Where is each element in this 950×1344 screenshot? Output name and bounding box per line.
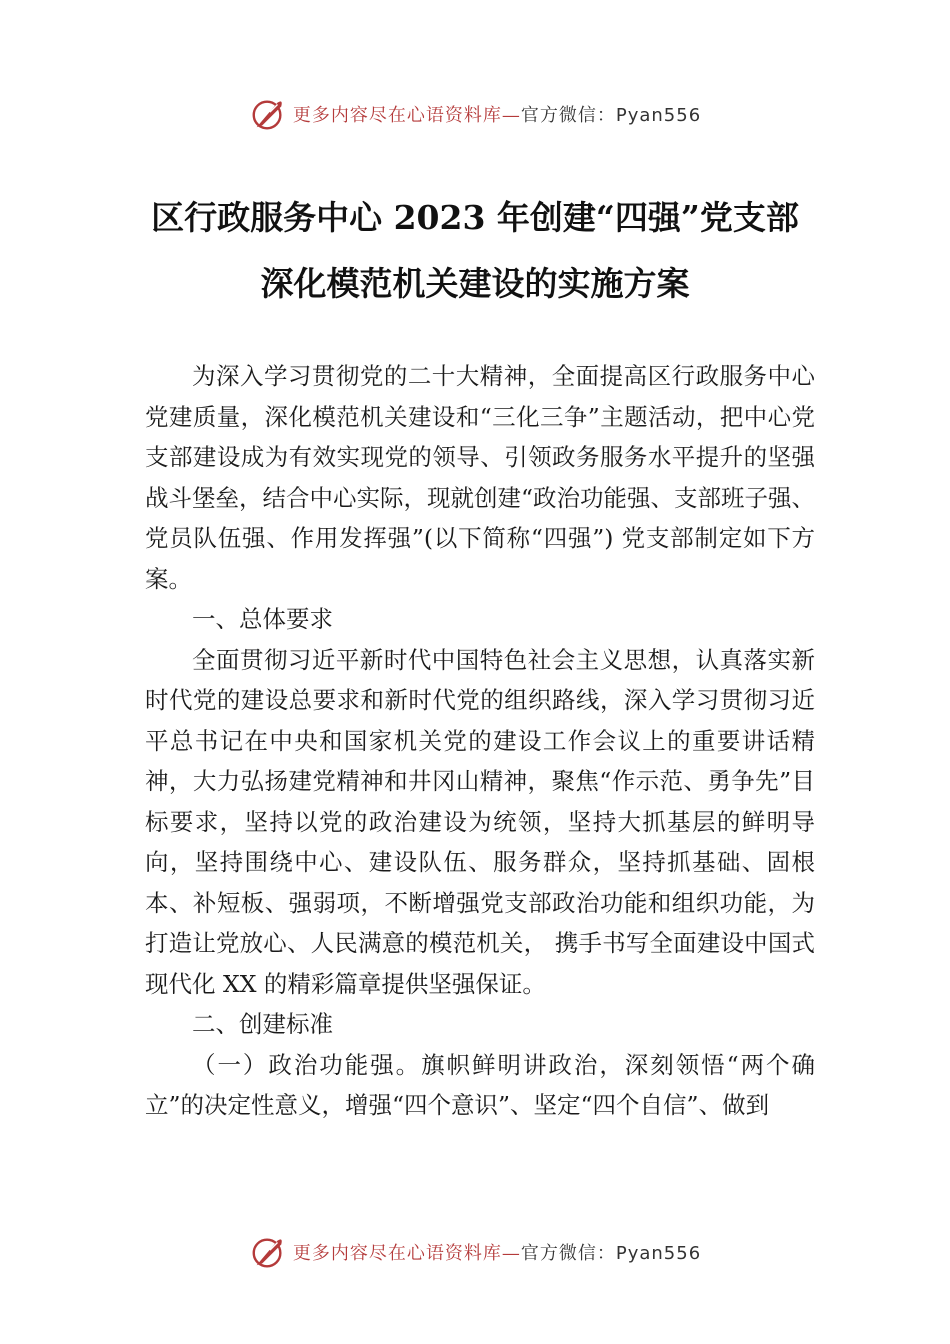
- wechat-id: Pyan556: [615, 105, 702, 126]
- section-2-heading: 二、创建标准: [192, 1010, 333, 1038]
- feather-quill-logo-icon: [249, 1233, 287, 1271]
- banner-text: 更多内容尽在心语资料库—官方微信：Pyan556: [292, 1243, 702, 1264]
- document-title-line-1: 区行政服务中心 2023 年创建“四强”党支部: [151, 198, 799, 237]
- banner-text: 更多内容尽在心语资料库—官方微信：Pyan556: [292, 105, 702, 126]
- wechat-id: Pyan556: [615, 1243, 702, 1264]
- feather-quill-logo-icon: [249, 95, 287, 133]
- section-1-heading: 一、总体要求: [192, 605, 333, 633]
- section-2-item-1: （一）政治功能强。旗帜鲜明讲政治，深刻领悟“两个确立”的决定性意义，增强“四个意识”、坚定“四个自信”、做到: [145, 1050, 815, 1119]
- intro-paragraph: 为深入学习贯彻党的二十大精神，全面提高区行政服务中心党建质量，深化模范机关建设和“三化三争”主题活动，把中心党支部建设成为有效实现党的领导、引领政务服务水平提升的坚强战斗堡垒，结合中心实际，现就创建“政治功能强、支部班子强、党员队伍强、作用发挥强”(以下简称“四强”) 党支部制定如下方案。: [145, 362, 816, 593]
- wechat-label: 官方微信：: [520, 105, 616, 126]
- document-title-line-2: 深化模范机关建设的实施方案: [260, 264, 690, 303]
- header-banner: [0, 92, 950, 136]
- document-body: [145, 356, 815, 1126]
- section-1-paragraph: 全面贯彻习近平新时代中国特色社会主义思想，认真落实新时代党的建设总要求和新时代党的组织路线，深入学习贯彻习近平总书记在中央和国家机关党的建设工作会议上的重要讲话精神，大力弘扬建党精神和井冈山精神，聚焦“作示范、勇争先”目标要求，坚持以党的政治建设为统领，坚持大抓基层的鲜明导向，坚持围绕中心、建设队伍、服务群众，坚持抓基础、固根本、补短板、强弱项，不断增强党支部政治功能和组织功能，为打造让党放心、人民满意的模范机关， 携手书写全面建设中国式现代化 XX 的精彩篇章提供坚强保证。: [145, 645, 815, 998]
- footer-banner: [0, 1230, 950, 1274]
- wechat-label: 官方微信：: [520, 1243, 616, 1264]
